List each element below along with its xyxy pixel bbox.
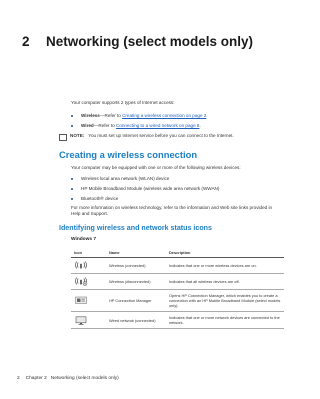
table-row [71,312,284,329]
note-icon [59,134,67,141]
chapter-number: 2 [22,34,30,49]
device-text: Bluetooth® device [81,195,119,201]
bullet-icon [71,188,73,190]
column-header: Description [166,247,284,258]
hp-connection-manager-icon [74,296,88,305]
link-wired-network[interactable]: Connecting to a wired network on page 8 [115,122,200,128]
table-row [71,290,284,312]
bullet-icon [71,115,73,117]
wireless-disconnected-icon [74,277,88,286]
link-wireless-connection[interactable]: Creating a wireless connection on page 2 [122,113,207,118]
note-label: NOTE: [70,133,85,138]
table-row [71,274,284,290]
column-header: Name [106,247,166,258]
list-item [71,196,219,206]
column-header: Icon [71,247,106,258]
bullet-icon [71,125,73,127]
description-cell: Indicates that one or more wireless devices are on. [166,258,284,274]
access-types-list [71,113,208,133]
description-cell: Indicates that all wireless devices are off. [166,274,284,290]
devices-list [71,176,219,205]
description-cell: Opens HP Connection Manager, which enables you to create a connection with an HP Mobile Broadband Module (select models only). [166,290,284,312]
refer-text: —Refer to [99,113,123,118]
status-icons-table [71,247,284,329]
device-text: HP Mobile Broadband Module (wireless wide area network (WWAN) [81,185,220,191]
name-cell: Wireless (disconnected) [106,274,166,290]
description-cell: Indicates that one or more network devices are connected to the network. [166,312,284,329]
section-heading: Creating a wireless connection [59,149,198,160]
table-header-row [71,247,284,258]
note-box [59,133,234,140]
list-item [71,186,219,196]
list-item [71,176,219,186]
bullet-icon [71,178,73,180]
note-text: You must set up Internet service before you can connect to the Internet. [88,133,234,138]
page-footer [17,376,119,381]
access-type-label: Wireless [81,113,100,118]
table-row [71,258,284,274]
list-item [71,123,208,133]
footer-chapter-text: Chapter 2 Networking (select models only) [25,376,119,381]
icon-cell [71,258,106,274]
bullet-icon [71,198,73,200]
list-item [71,113,208,123]
device-text: Wireless local area network (WLAN) device [81,176,170,181]
icon-cell [71,274,106,290]
name-cell: HP Connection Manager [106,290,166,312]
punctuation: . [206,113,208,118]
more-info-paragraph: For more information on wireless technology, refer to the information and Web site links provided in Help and Support. [71,205,273,216]
os-label: Windows 7 [71,237,97,242]
chapter-title: Networking (select models only) [46,34,254,49]
subsection-heading: Identifying wireless and network status icons [59,224,212,232]
icon-cell [71,312,106,329]
access-type-label: Wired [81,122,94,128]
wireless-connected-icon [74,261,88,270]
refer-text: —Refer to [93,122,116,128]
wired-network-connected-icon [74,316,88,325]
name-cell: Wireless (connected) [106,258,166,274]
name-cell: Wired network (connected) [106,312,166,329]
icon-cell [71,290,106,312]
chapter-heading [22,34,253,49]
punctuation: . [199,122,201,128]
page-number: 2 [17,376,20,381]
section-intro: Your computer may be equipped with one or more of the following wireless devices: [71,165,241,170]
intro-paragraph: Your computer supports 2 types of Internet access: [71,100,175,105]
